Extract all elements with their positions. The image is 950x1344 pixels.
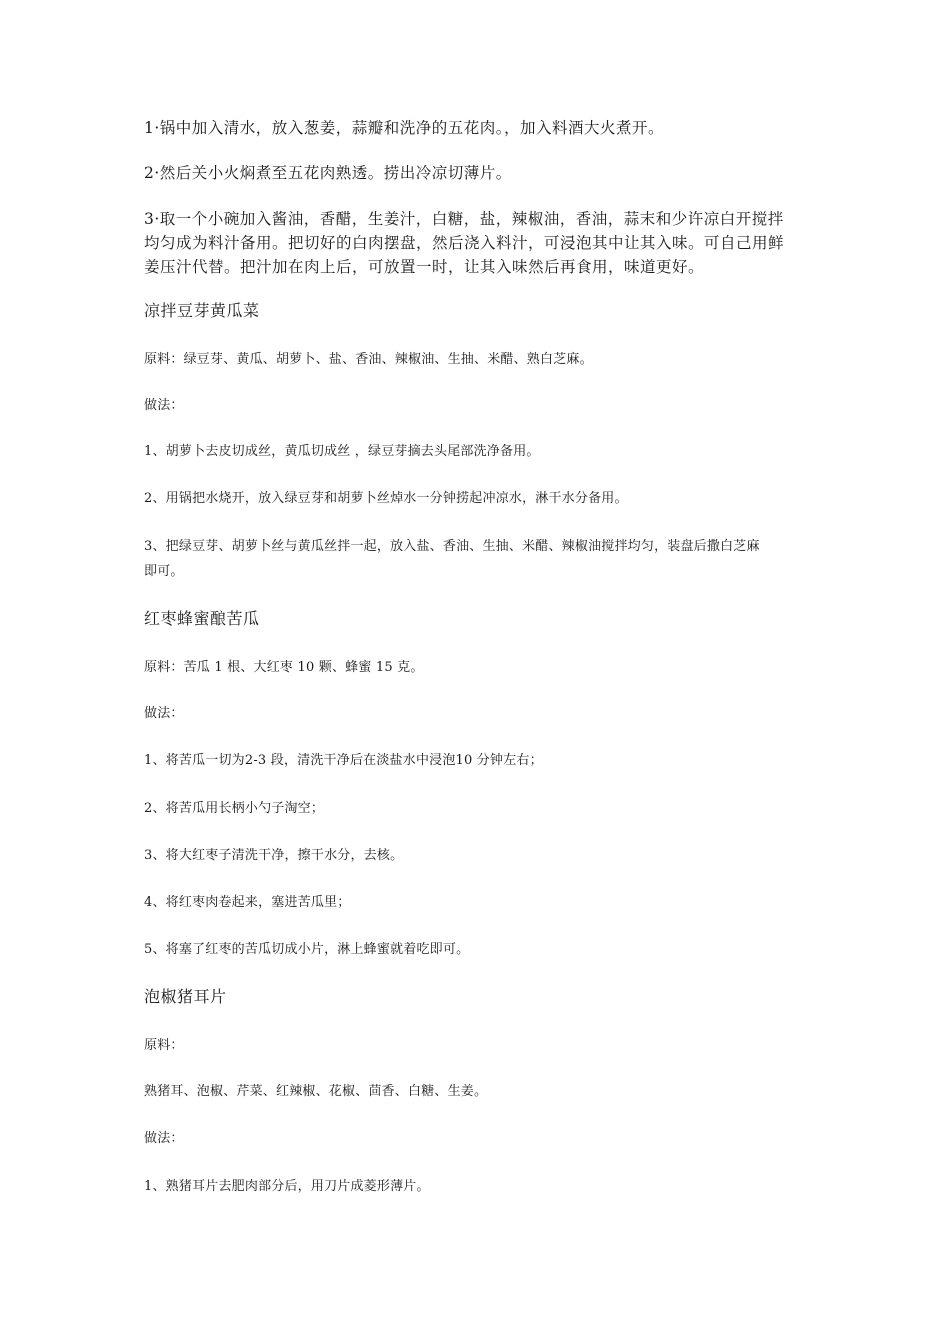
- ingredients-line: 熟猪耳、泡椒、芹菜、红辣椒、花椒、茴香、白糖、生姜。: [144, 1084, 488, 1099]
- step-line: 3、把绿豆芽、胡萝卜丝与黄瓜丝拌一起，放入盐、香油、生抽、米醋、辣椒油搅拌均匀，装盘后撒白芝麻: [144, 539, 760, 554]
- ingredients-line: 原料：苦瓜 1 根、大红枣 10 颗、蜂蜜 15 克。: [144, 660, 424, 675]
- method-label: 做法：: [144, 398, 184, 413]
- step-line: 1、将苦瓜一切为2-3 段，清洗干净后在淡盐水中浸泡10 分钟左右；: [144, 753, 543, 768]
- recipe-title: 红枣蜂蜜酿苦瓜: [144, 609, 260, 628]
- step-line: 2、用锅把水烧开，放入绿豆芽和胡萝卜丝焯水一分钟捞起冲凉水，淋干水分备用。: [144, 491, 628, 506]
- recipe-title: 凉拌豆芽黄瓜菜: [144, 301, 260, 320]
- ingredients-line: 原料：绿豆芽、黄瓜、胡萝卜、盐、香油、辣椒油、生抽、米醋、熟白芝麻。: [144, 352, 593, 367]
- step-line: 4、将红枣肉卷起来，塞进苦瓜里；: [144, 895, 351, 910]
- method-label: 做法：: [144, 706, 184, 721]
- step-paragraph: 2·然后关小火焖煮至五花肉熟透。捞出冷凉切薄片。: [144, 164, 512, 182]
- step-line: 3、将大红枣子清洗干净，擦干水分，去核。: [144, 848, 404, 863]
- step-line-cont: 即可。: [144, 564, 184, 579]
- step-paragraph-cont: 姜压汁代替。把汁加在肉上后，可放置一时，让其入味然后再食用，味道更好。: [144, 258, 705, 276]
- step-line: 5、将塞了红枣的苦瓜切成小片，淋上蜂蜜就着吃即可。: [144, 942, 470, 957]
- step-line: 1、熟猪耳片去肥肉部分后，用刀片成菱形薄片。: [144, 1179, 430, 1194]
- step-line: 2、将苦瓜用长柄小勺子淘空；: [144, 801, 325, 816]
- step-paragraph-cont: 均匀成为料汁备用。把切好的白肉摆盘，然后浇入料汁，可浸泡其中让其入味。可自己用鲜: [144, 234, 785, 252]
- step-line: 1、胡萝卜去皮切成丝，黄瓜切成丝 ，绿豆芽摘去头尾部洗净备用。: [144, 444, 540, 459]
- ingredients-label: 原料：: [144, 1038, 184, 1053]
- recipe-title: 泡椒猪耳片: [144, 987, 227, 1006]
- step-paragraph: 1·锅中加入清水，放入葱姜，蒜瓣和洗净的五花肉。，加入料酒大火煮开。: [144, 119, 665, 137]
- method-label: 做法：: [144, 1131, 184, 1146]
- step-paragraph: 3·取一个小碗加入酱油，香醋，生姜汁，白糖，盐，辣椒油，香油，蒜末和少许凉白开搅拌: [144, 210, 784, 228]
